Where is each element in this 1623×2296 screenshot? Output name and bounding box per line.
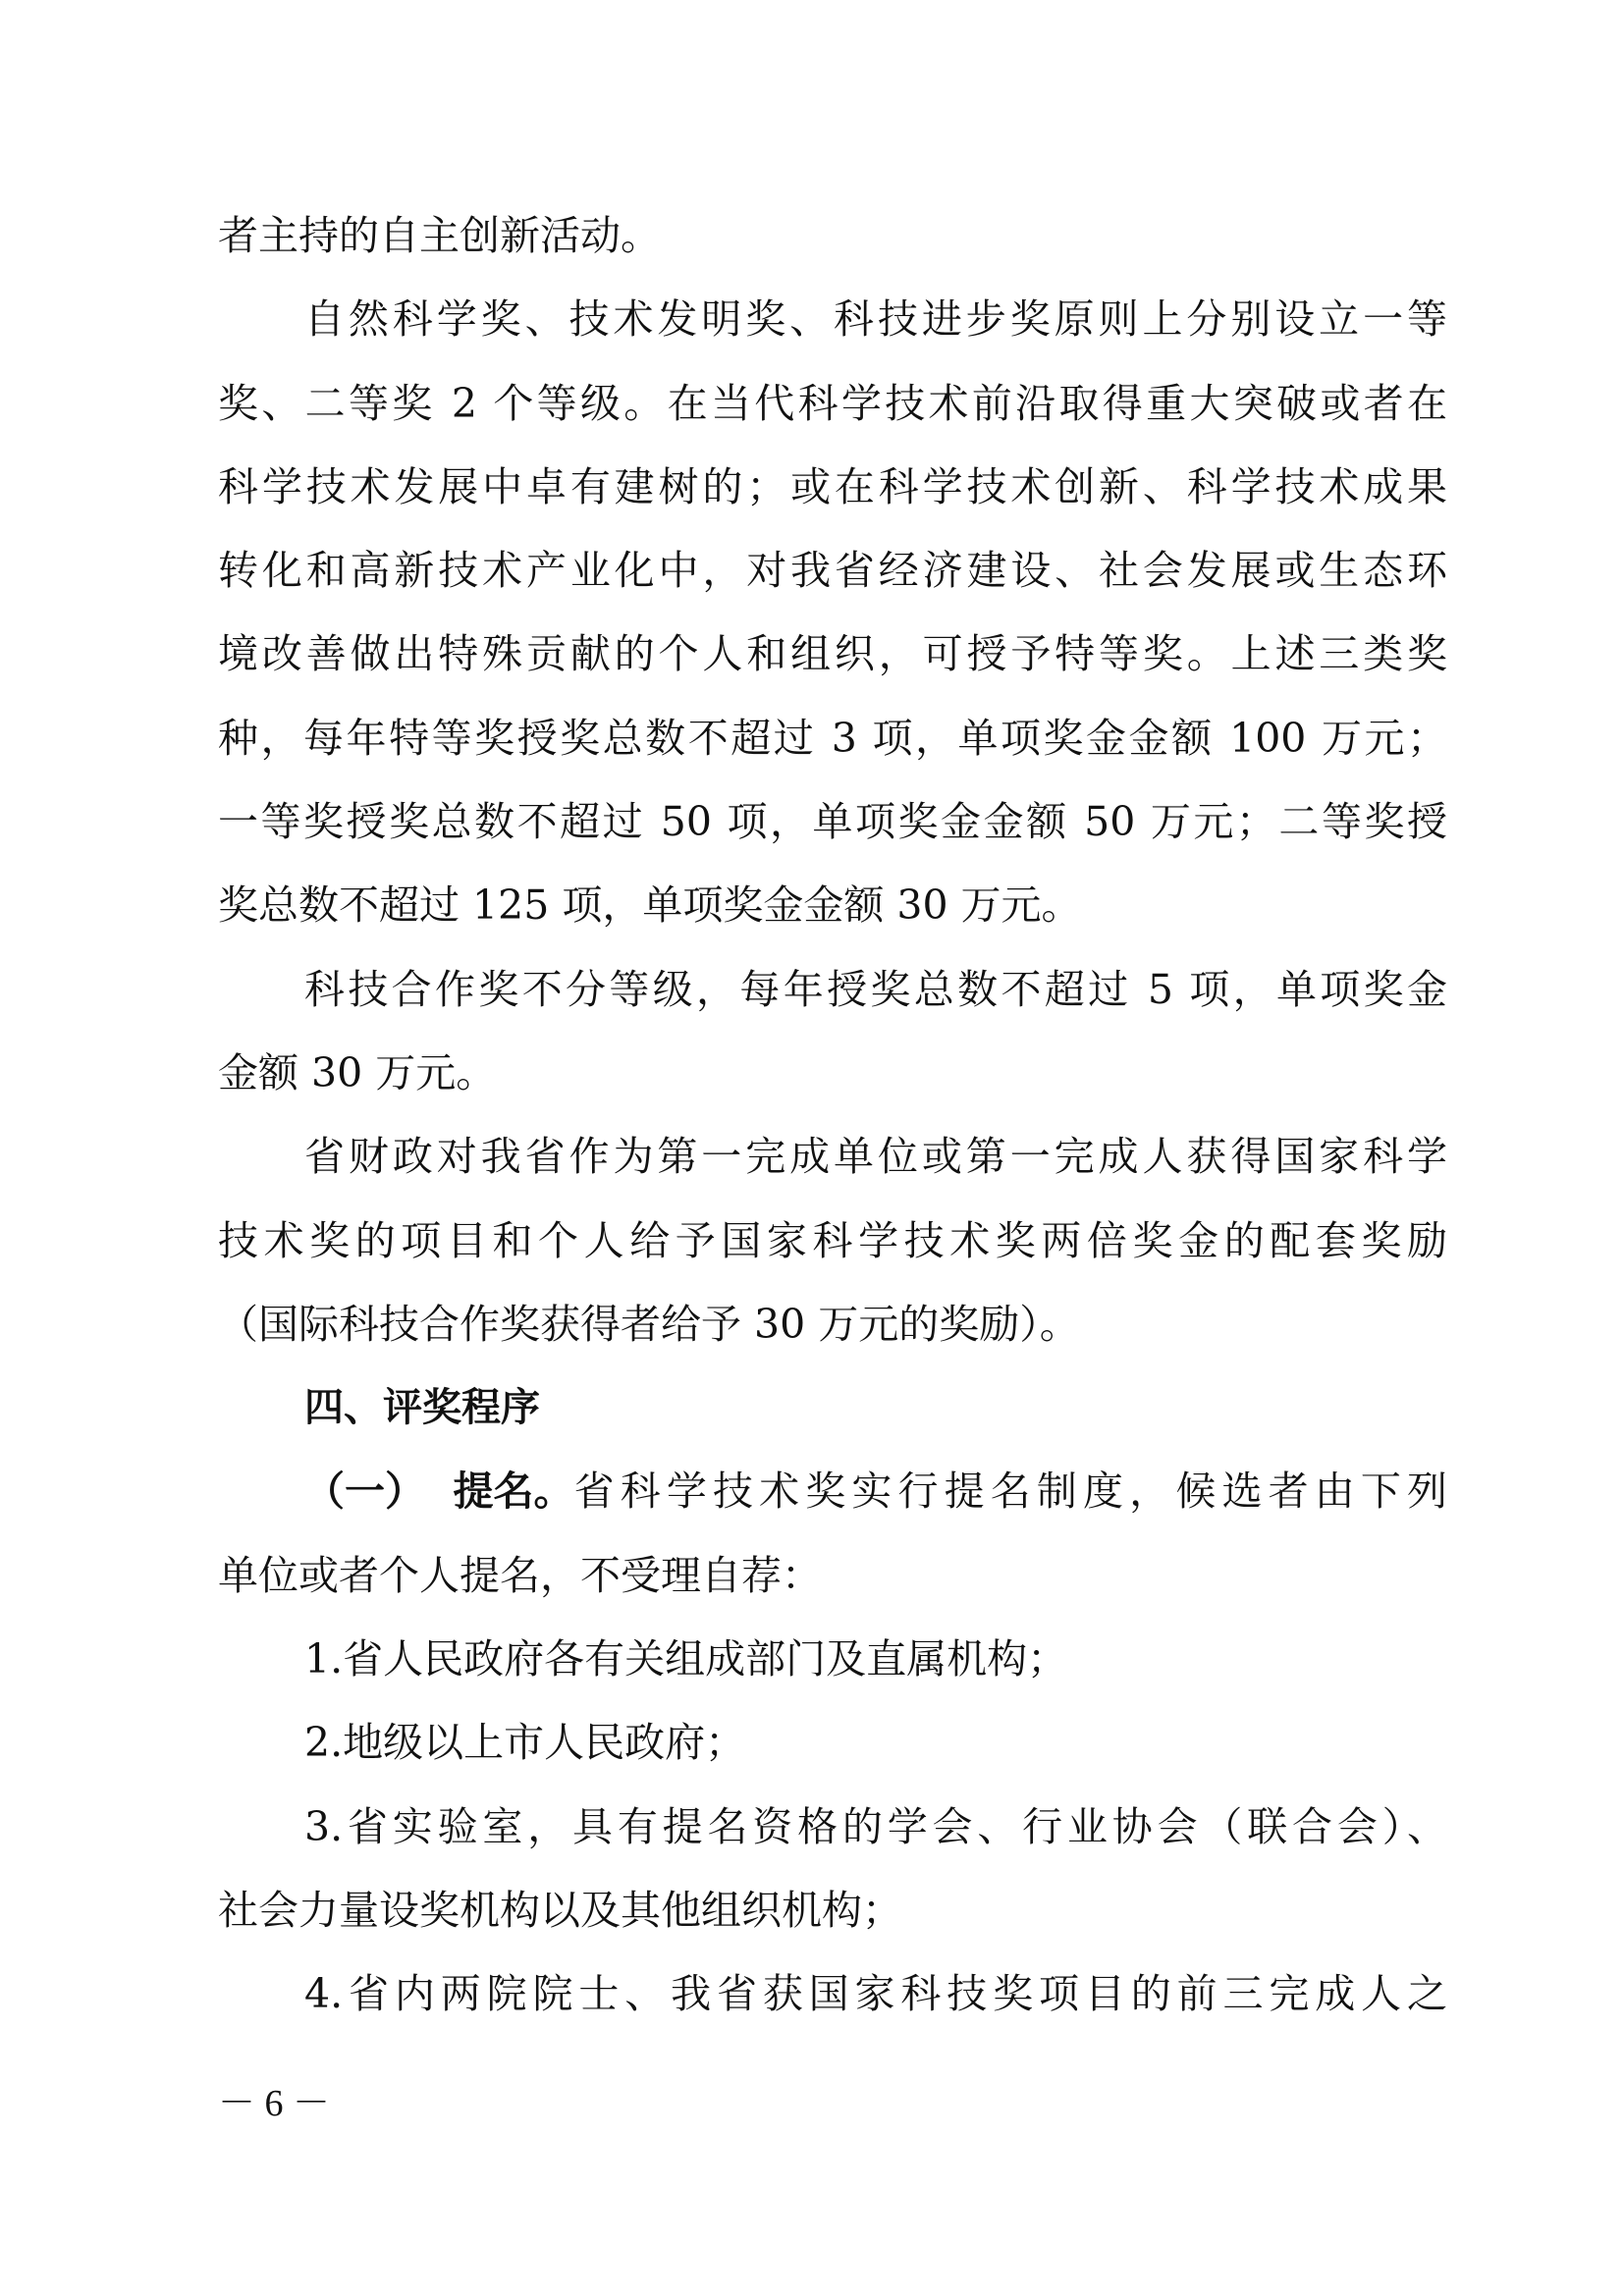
text-line: 金额 30 万元。 [218, 1048, 497, 1096]
list-item: 3.省实验室，具有提名资格的学会、行业协会（联合会）、 [304, 1802, 1447, 1850]
paragraph-start-line: 自然科学奖、技术发明奖、科技进步奖原则上分别设立一等 [304, 295, 1447, 344]
text-line: 种，每年特等奖授奖总数不超过 3 项，单项奖金金额 100 万元； [218, 714, 1447, 762]
list-item: 2.地级以上市人民政府； [304, 1719, 746, 1767]
paragraph-start-line: 科技合作奖不分等级，每年授奖总数不超过 5 项，单项奖金 [304, 965, 1447, 1013]
list-item: 4.省内两院院士、我省获国家科技奖项目的前三完成人之 [304, 1970, 1447, 2018]
text-line: 转化和高新技术产业化中，对我省经济建设、社会发展或生态环 [218, 547, 1447, 595]
paragraph-start-line: 省财政对我省作为第一完成单位或第一完成人获得国家科学 [304, 1133, 1447, 1181]
text-line: 技术奖的项目和个人给予国家科学技术奖两倍奖金的配套奖励 [218, 1216, 1447, 1264]
text-line: 者主持的自主创新活动。 [218, 212, 661, 259]
page-number: － 6 － [218, 2083, 331, 2124]
section-heading: 四、评奖程序 [304, 1385, 540, 1431]
subsection-label: （一） 提名。 [304, 1468, 574, 1516]
text-line: 奖总数不超过 125 项，单项奖金金额 30 万元。 [218, 881, 1082, 930]
text-line: 社会力量设奖机构以及其他组织机构； [218, 1886, 902, 1934]
text-line: （国际科技合作奖获得者给予 30 万元的奖励）。 [218, 1300, 1080, 1348]
text-line: 一等奖授奖总数不超过 50 项，单项奖金金额 50 万元；二等奖授 [218, 798, 1447, 846]
text-line: 境改善做出特殊贡献的个人和组织，可授予特等奖。上述三类奖 [218, 630, 1447, 678]
text-line: 科学技术发展中卓有建树的；或在科学技术创新、科学技术成果 [218, 462, 1447, 510]
subsection-text: 省科学技术奖实行提名制度，候选者由下列 [573, 1468, 1447, 1516]
subsection-line [218, 1450, 1447, 1533]
list-item: 1.省人民政府各有关组成部门及直属机构； [304, 1635, 1068, 1683]
text-line: 单位或者个人提名，不受理自荐： [218, 1551, 822, 1599]
document-body [218, 194, 1447, 2037]
text-line: 奖、二等奖 2 个等级。在当代科学技术前沿取得重大突破或者在 [218, 379, 1447, 427]
